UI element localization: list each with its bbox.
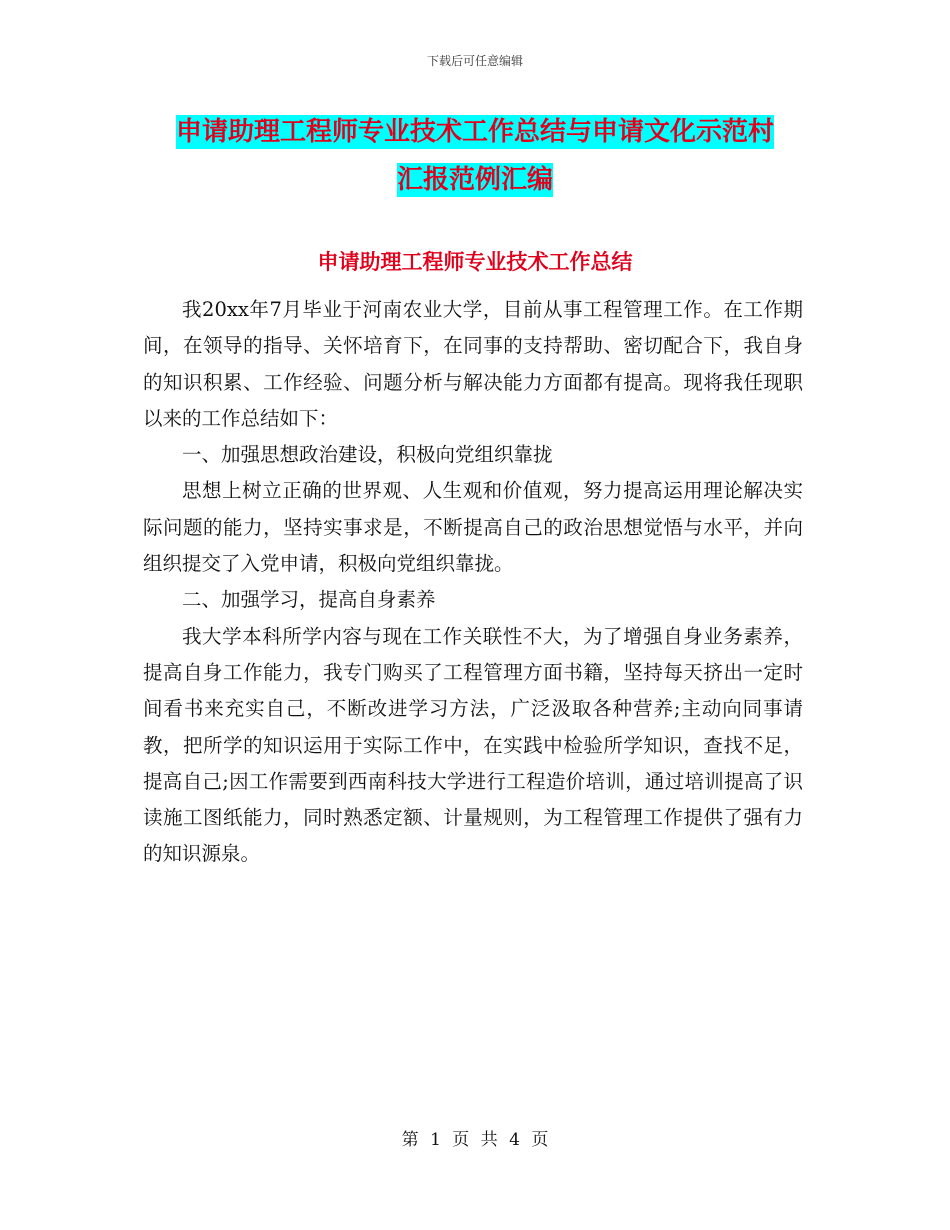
body-text bbox=[143, 292, 803, 873]
document-title-line-1: 申请助理工程师专业技术工作总结与申请文化示范村 bbox=[175, 117, 774, 147]
document-title-line-2: 汇报范例汇编 bbox=[396, 165, 553, 195]
document-title bbox=[140, 108, 810, 204]
section-title: 申请助理工程师专业技术工作总结 bbox=[317, 250, 633, 274]
page-number-footer: 第 1 页 共 4 页 bbox=[401, 1130, 549, 1150]
header-note: 下载后可任意编辑 bbox=[426, 54, 523, 68]
paragraph-item-2: 我大学本科所学内容与现在工作关联性不大，为了增强自身业务素养，提高自身工作能力，我专门购买了工程管理方面书籍，坚持每天挤出一定时间看书来充实自己，不断改进学习方法，广泛汲取各种营养;主动向同事请教，把所学的知识运用于实际工作中，在实践中检验所学知识，查找不足，提高自己;因工作需要到西南科技大学进行工程造价培训，通过培训提高了识读施工图纸能力，同时熟悉定额、计量规则，为工程管理工作提供了强有力的知识源泉。 bbox=[143, 624, 803, 866]
heading-item-1: 一、加强思想政治建设，积极向党组织靠拢 bbox=[182, 443, 553, 467]
paragraph-intro: 我20xx年7月毕业于河南农业大学，目前从事工程管理工作。在工作期间，在领导的指导、关怀培育下，在同事的支持帮助、密切配合下，我自身的知识积累、工作经验、问题分析与解决能力方面都有提高。现将我任现职以来的工作总结如下： bbox=[143, 298, 803, 430]
heading-item-2: 二、加强学习，提高自身素养 bbox=[182, 588, 436, 612]
paragraph-item-1: 思想上树立正确的世界观、人生观和价值观，努力提高运用理论解决实际问题的能力，坚持实事求是，不断提高自己的政治思想觉悟与水平，并向组织提交了入党申请，积极向党组织靠拢。 bbox=[143, 479, 803, 576]
